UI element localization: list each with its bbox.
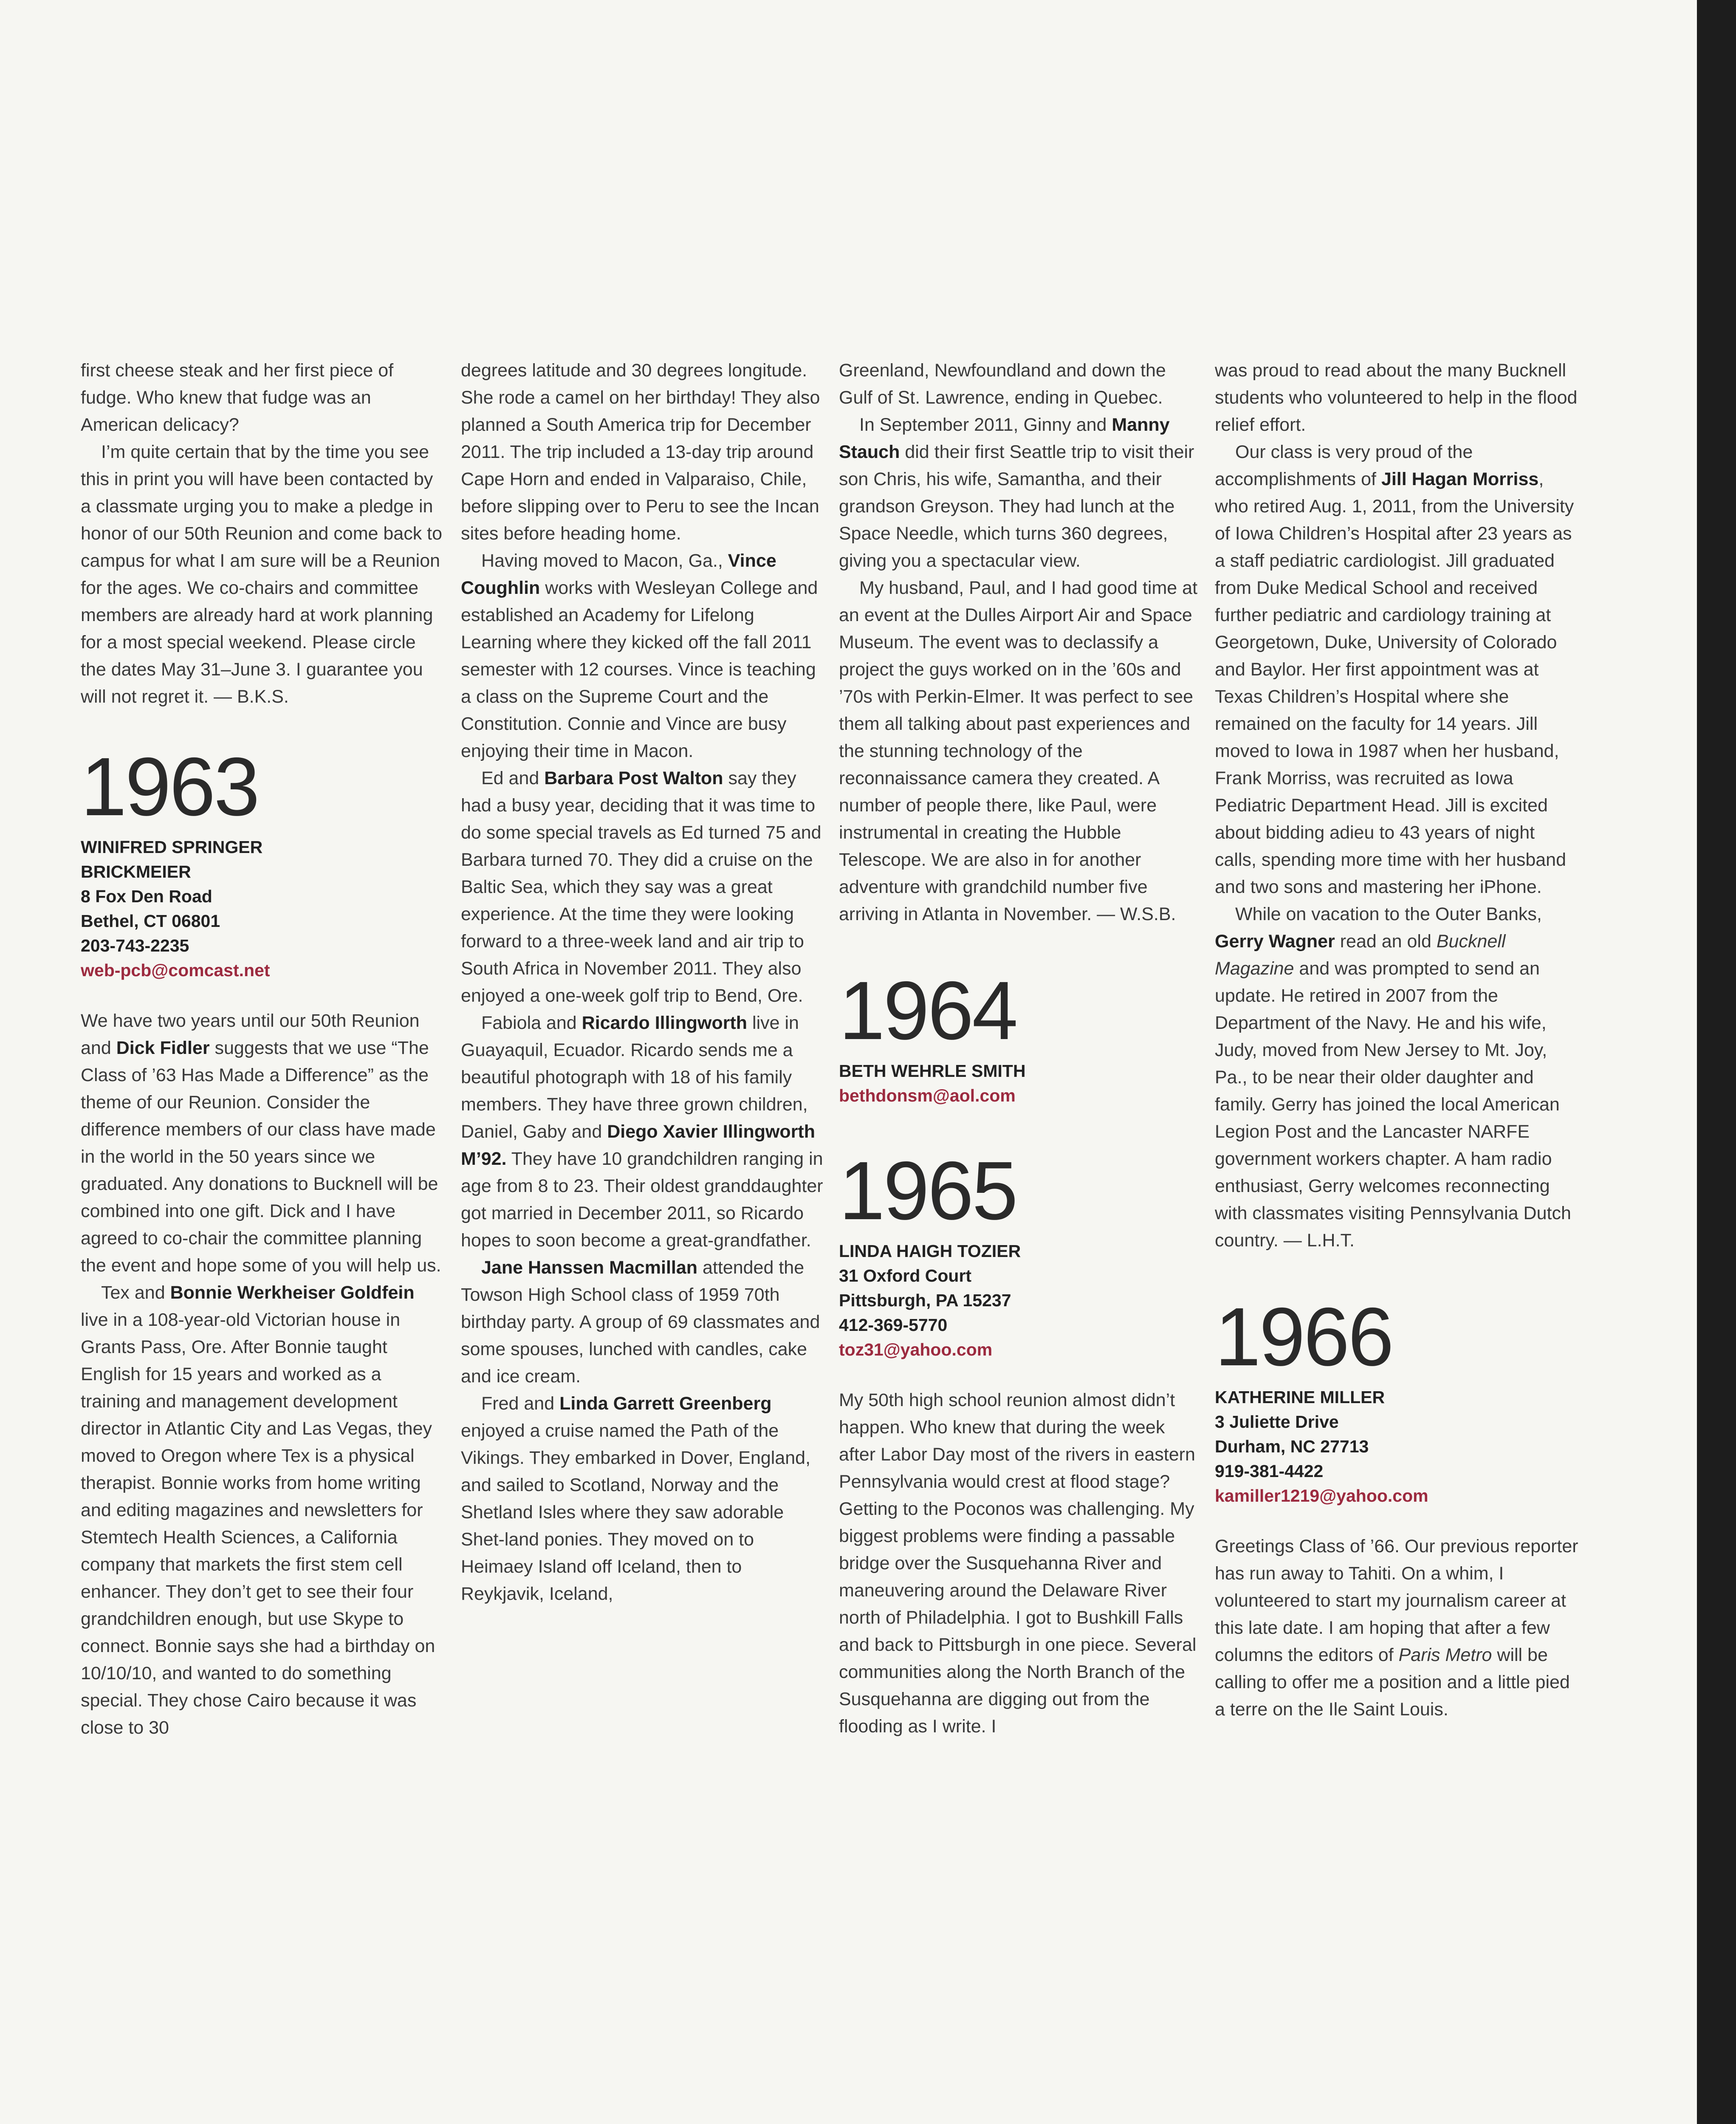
reporter-city: Pittsburgh, PA 15237 bbox=[839, 1291, 1011, 1310]
paragraph: first cheese steak and her first piece of fudge. Who knew that fudge was an American delicacy? bbox=[81, 360, 394, 435]
column-4 bbox=[1215, 357, 1580, 1723]
paragraph: My 50th high school reunion almost didn’t happen. Who knew that during the week after Labor Day most of the rivers in eastern Pennsylvania would crest at flood stage? Getting to the Poconos was challenging. My biggest problems were finding a passable bridge over the Susquehanna River and maneuvering around the Delaware River north of Philadelphia. I got to Bushkill Falls and back to Pittsburgh in one piece. Several communities along the North Branch of the Susquehanna are digging out from the flooding as I write. I bbox=[839, 1390, 1197, 1737]
paragraph: Greenland, Newfoundland and down the Gulf of St. Lawrence, ending in Quebec. bbox=[839, 360, 1166, 408]
reporter-email-link[interactable]: web-pcb@comcast.net bbox=[81, 960, 270, 980]
classmate-name: Manny Stauch bbox=[839, 415, 1170, 462]
classmate-name: Jill Hagan Morriss bbox=[1381, 469, 1539, 489]
classmate-name: Diego Xavier Illingworth M’92. bbox=[461, 1121, 816, 1169]
paragraph: While on vacation to the Outer Banks, Gerry Wagner read an old Bucknell Magazine and was prompted to send an update. He retired in 2007 from the Department of the Navy. He and his wife, Judy, moved from New Jersey to Mt. Joy, Pa., to be near their older daughter and family. Gerry has joined the local American Legion Post and the Lancaster NARFE government workers chapter. A ham radio enthusiast, Gerry welcomes reconnecting with classmates visiting Pennsylvania Dutch country. — L.H.T. bbox=[1215, 904, 1571, 1251]
reporter-address: 8 Fox Den Road bbox=[81, 887, 212, 906]
paragraph: Greetings Class of ’66. Our previous reporter has run away to Tahiti. On a whim, I volunteered to start my journalism career at this late date. I am hoping that after a few columns the editors of Paris Metro will be calling to offer me a position and a little pied a terre on the Ile Saint Louis. bbox=[1215, 1536, 1578, 1720]
paragraph: In September 2011, Ginny and Manny Stauch did their first Seattle trip to visit their son Chris, his wife, Samantha, and their grandson Greyson. They had lunch at the Space Needle, which turns 360 degrees, giving you a spectacular view. bbox=[839, 415, 1194, 571]
reporter-name: BRICKMEIER bbox=[81, 862, 191, 881]
paragraph: I’m quite certain that by the time you see this in print you will have been contacted by a classmate urging you to make a pledge in honor of our 50th Reunion and come back to campus for what I am sure will be a Reunion for the ages. We co-chairs and committee members are already hard at work planning for a most special weekend. Please circle the dates May 31–June 3. I guarantee you will not regret it. — B.K.S. bbox=[81, 442, 443, 707]
classmate-name: Vince Coughlin bbox=[461, 551, 776, 598]
paragraph: was proud to read about the many Bucknell students who volunteered to help in the flood relief effort. bbox=[1215, 360, 1578, 435]
paragraph: Fabiola and Ricardo Illingworth live in Guayaquil, Ecuador. Ricardo sends me a beautiful photograph with 18 of his family members. They have three grown children, Daniel, Gaby and Diego Xavier Illingworth M’92. They have 10 grandchildren ranging in age from 8 to 23. Their oldest granddaughter got married in December 2011, so Ricardo hopes to soon become a great-grandfather. bbox=[461, 1013, 823, 1251]
reporter-name: KATHERINE MILLER bbox=[1215, 1387, 1385, 1407]
reporter-city: Bethel, CT 06801 bbox=[81, 911, 220, 931]
classmate-name: Jane Hanssen Macmillan bbox=[481, 1257, 698, 1278]
classmate-name: Linda Garrett Greenberg bbox=[559, 1393, 772, 1414]
publication-title: Bucknell Magazine bbox=[1215, 931, 1506, 979]
column-1 bbox=[81, 357, 446, 1741]
class-reporter-contact bbox=[81, 835, 446, 983]
paragraph: Tex and Bonnie Werkheiser Goldfein live in a 108-year-old Victorian house in Grants Pass, Ore. After Bonnie taught English for 15 years and worked as a training and management development director in Atlantic City and Las Vegas, they moved to Oregon where Tex is a physical therapist. Bonnie works from home writing and editing magazines and newsletters for Stemtech Health Sciences, a California company that markets the first stem cell enhancer. They don’t get to see their four grandchildren enough, but use Skype to connect. Bonnie says she had a birthday on 10/10/10, and wanted to do something special. They chose Cairo because it was close to 30 bbox=[81, 1282, 435, 1738]
reporter-name: WINIFRED SPRINGER bbox=[81, 837, 263, 857]
paragraph: Ed and Barbara Post Walton say they had a busy year, deciding that it was time to do some special travels as Ed turned 75 and Barbara turned 70. They did a cruise on the Baltic Sea, which they say was a great experience. At the time they were looking forward to a three-week land and air trip to South Africa in November 2011. They also enjoyed a one-week golf trip to Bend, Ore. bbox=[461, 768, 821, 1006]
paragraph: Fred and Linda Garrett Greenberg enjoyed a cruise named the Path of the Vikings. They embarked in Dover, England, and sailed to Scotland, Norway and the Shetland Isles where they saw adorable Shet-land ponies. They moved on to Heimaey Island off Iceland, then to Reykjavik, Iceland, bbox=[461, 1393, 811, 1604]
class-reporter-contact bbox=[1215, 1385, 1580, 1508]
scan-border-right bbox=[1697, 0, 1736, 2124]
reporter-name: BETH WEHRLE SMITH bbox=[839, 1061, 1026, 1081]
column-3 bbox=[839, 357, 1204, 1740]
classmate-name: Bonnie Werkheiser Goldfein bbox=[170, 1282, 415, 1303]
paragraph: We have two years until our 50th Reunion and Dick Fidler suggests that we use “The Class of ’63 Has Made a Difference” as the theme of our Reunion. Consider the difference members of our class have made in the world in the 50 years since we graduated. Any donations to Bucknell will be combined into one gift. Dick and I have agreed to co-chair the committee planning the event and hope some of you will help us. bbox=[81, 1011, 441, 1276]
classmate-name: Dick Fidler bbox=[116, 1038, 210, 1058]
class-year-heading: 1965 bbox=[839, 1144, 1016, 1237]
paragraph: Jane Hanssen Macmillan attended the Towson High School class of 1959 70th birthday party. A group of 69 classmates and some spouses, lunched with candles, cake and ice cream. bbox=[461, 1257, 820, 1387]
reporter-name: LINDA HAIGH TOZIER bbox=[839, 1241, 1021, 1261]
reporter-address: 3 Juliette Drive bbox=[1215, 1412, 1339, 1432]
paragraph: Having moved to Macon, Ga., Vince Coughlin works with Wesleyan College and established an Academy for Lifelong Learning where they kicked off the fall 2011 semester with 12 courses. Vince is teaching a class on the Supreme Court and the Constitution. Connie and Vince are busy enjoying their time in Macon. bbox=[461, 551, 818, 761]
reporter-email-link[interactable]: kamiller1219@yahoo.com bbox=[1215, 1486, 1428, 1505]
paragraph: Our class is very proud of the accomplishments of Jill Hagan Morriss, who retired Aug. 1, 2011, from the University of Iowa Children’s Hospital after 23 years as a staff pediatric cardiologist. Jill graduated from Duke Medical School and received further pediatric and cardiology training at Georgetown, Duke, University of Colorado and Baylor. Her first appointment was at Texas Children’s Hospital where she remained on the faculty for 14 years. Jill moved to Iowa in 1987 when her husband, Frank Morriss, was recruited as Iowa Pediatric Department Head. Jill is excited about bidding adieu to 43 years of night calls, spending more time with her husband and two sons and mastering her iPhone. bbox=[1215, 442, 1574, 897]
classmate-name: Barbara Post Walton bbox=[544, 768, 723, 788]
class-year-heading: 1964 bbox=[839, 964, 1016, 1057]
class-reporter-contact bbox=[839, 1239, 1204, 1362]
publication-title: Paris Metro bbox=[1398, 1645, 1492, 1665]
class-reporter-contact bbox=[839, 1059, 1204, 1108]
reporter-address: 31 Oxford Court bbox=[839, 1266, 972, 1285]
reporter-city: Durham, NC 27713 bbox=[1215, 1437, 1369, 1456]
classmate-name: Ricardo Illingworth bbox=[581, 1013, 748, 1033]
reporter-email-link[interactable]: bethdonsm@aol.com bbox=[839, 1086, 1016, 1105]
reporter-phone: 203-743-2235 bbox=[81, 936, 189, 955]
paragraph: My husband, Paul, and I had good time at an event at the Dulles Airport Air and Space Museum. The event was to declassify a project the guys worked on in the ’60s and ’70s with Perkin-Elmer. It was perfect to see them all talking about past experiences and the stunning technology of the reconnaissance camera they created. A number of people there, like Paul, were instrumental in creating the Hubble Telescope. We are also in for another adventure with grandchild number five arriving in Atlanta in November. — W.S.B. bbox=[839, 578, 1198, 924]
class-year-heading: 1966 bbox=[1215, 1291, 1392, 1383]
column-2 bbox=[461, 357, 826, 1607]
class-year-heading: 1963 bbox=[81, 740, 258, 833]
classmate-name: Gerry Wagner bbox=[1215, 931, 1335, 952]
reporter-email-link[interactable]: toz31@yahoo.com bbox=[839, 1340, 993, 1359]
reporter-phone: 412-369-5770 bbox=[839, 1315, 948, 1335]
reporter-phone: 919-381-4422 bbox=[1215, 1461, 1324, 1481]
paragraph: degrees latitude and 30 degrees longitude. She rode a camel on her birthday! They also planned a South America trip for December 2011. The trip included a 13-day trip around Cape Horn and ended in Valparaiso, Chile, before slipping over to Peru to see the Incan sites before heading home. bbox=[461, 360, 820, 544]
